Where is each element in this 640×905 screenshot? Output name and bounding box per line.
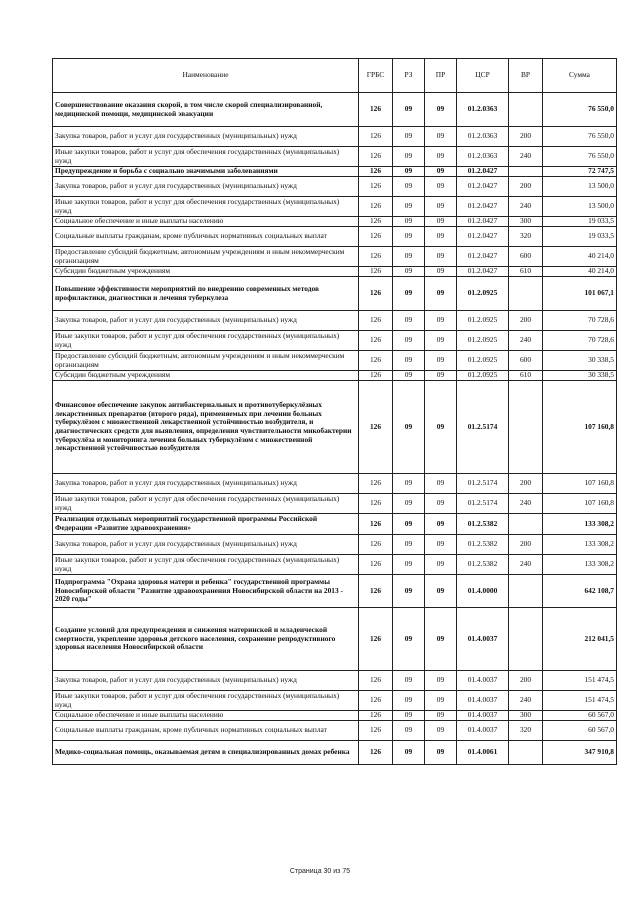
header-rz: РЗ <box>393 59 425 93</box>
cell-name: Финансовое обеспечение закупок антибактериальных и противотуберкулёзных лекарственных препаратов (второго ряда), применяемых при лечении больных туберкулёзом с множественной лекарственной устойчивостью возбудителя, и диагностических средств для выявления, определения чувствительности микобактерии туберкулёза и мониторинга лечения больных туберкулёзом с множественной лекарственной устойчивостью возбудителя <box>53 381 359 474</box>
cell-vr <box>509 381 543 474</box>
cell-vr: 200 <box>509 311 543 331</box>
cell-vr: 240 <box>509 494 543 514</box>
cell-csr: 01.2.0427 <box>457 217 509 227</box>
cell-vr: 200 <box>509 177 543 197</box>
cell-pr: 09 <box>425 351 457 371</box>
cell-pr: 09 <box>425 177 457 197</box>
cell-csr: 01.2.5382 <box>457 535 509 555</box>
cell-name: Субсидии бюджетным учреждениям <box>53 267 359 277</box>
table-row <box>53 311 617 331</box>
cell-csr: 01.2.5174 <box>457 494 509 514</box>
cell-sum: 70 728,6 <box>543 331 617 351</box>
cell-rz: 09 <box>393 608 425 671</box>
cell-pr: 09 <box>425 93 457 127</box>
cell-csr: 01.4.0037 <box>457 671 509 691</box>
cell-name: Социальные выплаты гражданам, кроме публичных нормативных социальных выплат <box>53 227 359 247</box>
cell-csr: 01.4.0037 <box>457 608 509 671</box>
cell-csr: 01.4.0000 <box>457 575 509 608</box>
table-row <box>53 721 617 741</box>
cell-grbs: 126 <box>359 741 393 765</box>
cell-rz: 09 <box>393 311 425 331</box>
table-row <box>53 127 617 147</box>
cell-pr: 09 <box>425 514 457 535</box>
cell-rz: 09 <box>393 555 425 575</box>
cell-vr: 200 <box>509 535 543 555</box>
table-row <box>53 474 617 494</box>
cell-name: Иные закупки товаров, работ и услуг для обеспечения государственных (муниципальных) нужд <box>53 555 359 575</box>
cell-csr: 01.2.0427 <box>457 177 509 197</box>
table-row <box>53 167 617 177</box>
cell-csr: 01.2.0427 <box>457 227 509 247</box>
cell-sum: 60 567,0 <box>543 711 617 721</box>
cell-vr <box>509 514 543 535</box>
cell-vr: 240 <box>509 691 543 711</box>
cell-rz: 09 <box>393 127 425 147</box>
cell-vr: 600 <box>509 247 543 267</box>
cell-grbs: 126 <box>359 608 393 671</box>
cell-csr: 01.2.0925 <box>457 277 509 311</box>
cell-rz: 09 <box>393 691 425 711</box>
cell-grbs: 126 <box>359 381 393 474</box>
cell-csr: 01.2.5174 <box>457 474 509 494</box>
cell-vr: 240 <box>509 555 543 575</box>
cell-pr: 09 <box>425 711 457 721</box>
table-row <box>53 351 617 371</box>
table-header-row <box>53 59 617 93</box>
cell-rz: 09 <box>393 494 425 514</box>
cell-sum: 133 308,2 <box>543 535 617 555</box>
cell-sum: 13 500,0 <box>543 177 617 197</box>
cell-grbs: 126 <box>359 371 393 381</box>
cell-grbs: 126 <box>359 474 393 494</box>
cell-grbs: 126 <box>359 127 393 147</box>
cell-grbs: 126 <box>359 514 393 535</box>
cell-grbs: 126 <box>359 721 393 741</box>
cell-rz: 09 <box>393 535 425 555</box>
cell-name: Закупка товаров, работ и услуг для государственных (муниципальных) нужд <box>53 127 359 147</box>
cell-name: Иные закупки товаров, работ и услуг для обеспечения государственных (муниципальных) нужд <box>53 147 359 167</box>
cell-name: Подпрограмма "Охрана здоровья матери и ребенка" государственной программы Новосибирской области "Развитие здравоохранения Новосибирской области на 2013 - 2020 годы" <box>53 575 359 608</box>
cell-csr: 01.4.0037 <box>457 711 509 721</box>
cell-name: Закупка товаров, работ и услуг для государственных (муниципальных) нужд <box>53 474 359 494</box>
cell-name: Предупреждение и борьба с социально значимыми заболеваниями <box>53 167 359 177</box>
cell-pr: 09 <box>425 691 457 711</box>
cell-csr: 01.2.0427 <box>457 267 509 277</box>
table-row <box>53 671 617 691</box>
header-grbs: ГРБС <box>359 59 393 93</box>
table-row <box>53 371 617 381</box>
cell-pr: 09 <box>425 608 457 671</box>
cell-csr: 01.2.0925 <box>457 331 509 351</box>
cell-pr: 09 <box>425 741 457 765</box>
table-row <box>53 494 617 514</box>
cell-grbs: 126 <box>359 331 393 351</box>
table-row <box>53 575 617 608</box>
cell-vr: 320 <box>509 721 543 741</box>
cell-grbs: 126 <box>359 277 393 311</box>
cell-vr: 200 <box>509 671 543 691</box>
header-name: Наименование <box>53 59 359 93</box>
cell-pr: 09 <box>425 227 457 247</box>
cell-csr: 01.2.0427 <box>457 247 509 267</box>
cell-vr <box>509 277 543 311</box>
cell-pr: 09 <box>425 721 457 741</box>
cell-grbs: 126 <box>359 671 393 691</box>
cell-rz: 09 <box>393 741 425 765</box>
cell-pr: 09 <box>425 371 457 381</box>
cell-grbs: 126 <box>359 555 393 575</box>
table-row <box>53 381 617 474</box>
header-csr: ЦСР <box>457 59 509 93</box>
cell-grbs: 126 <box>359 247 393 267</box>
cell-vr: 600 <box>509 351 543 371</box>
cell-name: Социальное обеспечение и иные выплаты населению <box>53 711 359 721</box>
cell-name: Совершенствование оказания скорой, в том числе скорой специализированной, медицинской помощи, медицинской эвакуации <box>53 93 359 127</box>
cell-sum: 30 338,5 <box>543 351 617 371</box>
table-row <box>53 227 617 247</box>
cell-grbs: 126 <box>359 93 393 127</box>
cell-vr <box>509 741 543 765</box>
cell-grbs: 126 <box>359 711 393 721</box>
cell-vr: 320 <box>509 227 543 247</box>
cell-name: Субсидии бюджетным учреждениям <box>53 371 359 381</box>
cell-rz: 09 <box>393 197 425 217</box>
page-number: Страница 30 из 75 <box>289 868 351 875</box>
header-sum: Сумма <box>543 59 617 93</box>
cell-pr: 09 <box>425 247 457 267</box>
cell-rz: 09 <box>393 371 425 381</box>
cell-rz: 09 <box>393 167 425 177</box>
table-row <box>53 267 617 277</box>
header-pr: ПР <box>425 59 457 93</box>
table-row <box>53 247 617 267</box>
table-row <box>53 741 617 765</box>
cell-sum: 19 033,5 <box>543 227 617 247</box>
cell-grbs: 126 <box>359 167 393 177</box>
table-row <box>53 555 617 575</box>
cell-sum: 19 033,5 <box>543 217 617 227</box>
cell-vr: 200 <box>509 127 543 147</box>
cell-csr: 01.2.0925 <box>457 351 509 371</box>
cell-name: Иные закупки товаров, работ и услуг для обеспечения государственных (муниципальных) нужд <box>53 331 359 351</box>
cell-name: Повышение эффективности мероприятий по внедрению современных методов профилактики, диагностики и лечения туберкулеза <box>53 277 359 311</box>
cell-name: Социальное обеспечение и иные выплаты населению <box>53 217 359 227</box>
cell-pr: 09 <box>425 311 457 331</box>
cell-csr: 01.2.0925 <box>457 371 509 381</box>
cell-rz: 09 <box>393 147 425 167</box>
cell-grbs: 126 <box>359 691 393 711</box>
cell-grbs: 126 <box>359 217 393 227</box>
cell-csr: 01.4.0061 <box>457 741 509 765</box>
cell-name: Закупка товаров, работ и услуг для государственных (муниципальных) нужд <box>53 177 359 197</box>
cell-vr: 610 <box>509 371 543 381</box>
table-row <box>53 197 617 217</box>
cell-rz: 09 <box>393 331 425 351</box>
cell-csr: 01.2.5174 <box>457 381 509 474</box>
cell-vr <box>509 167 543 177</box>
cell-name: Медико-социальная помощь, оказываемая детям в специализированных домах ребенка <box>53 741 359 765</box>
cell-rz: 09 <box>393 351 425 371</box>
cell-rz: 09 <box>393 93 425 127</box>
budget-table <box>52 58 617 765</box>
cell-rz: 09 <box>393 711 425 721</box>
table-row <box>53 277 617 311</box>
cell-name: Иные закупки товаров, работ и услуг для обеспечения государственных (муниципальных) нужд <box>53 691 359 711</box>
cell-pr: 09 <box>425 267 457 277</box>
cell-vr: 240 <box>509 331 543 351</box>
cell-rz: 09 <box>393 514 425 535</box>
cell-pr: 09 <box>425 535 457 555</box>
cell-pr: 09 <box>425 474 457 494</box>
cell-sum: 76 550,0 <box>543 127 617 147</box>
cell-csr: 01.2.0363 <box>457 93 509 127</box>
cell-name: Предоставление субсидий бюджетным, автономным учреждениям и иным некоммерческим организациям <box>53 247 359 267</box>
cell-sum: 151 474,5 <box>543 671 617 691</box>
cell-grbs: 126 <box>359 575 393 608</box>
cell-vr: 300 <box>509 711 543 721</box>
cell-sum: 133 308,2 <box>543 555 617 575</box>
cell-sum: 107 160,8 <box>543 494 617 514</box>
table-row <box>53 331 617 351</box>
cell-name: Закупка товаров, работ и услуг для государственных (муниципальных) нужд <box>53 671 359 691</box>
cell-pr: 09 <box>425 575 457 608</box>
cell-name: Иные закупки товаров, работ и услуг для обеспечения государственных (муниципальных) нужд <box>53 494 359 514</box>
cell-vr <box>509 608 543 671</box>
cell-rz: 09 <box>393 671 425 691</box>
cell-pr: 09 <box>425 555 457 575</box>
cell-name: Закупка товаров, работ и услуг для государственных (муниципальных) нужд <box>53 311 359 331</box>
cell-pr: 09 <box>425 127 457 147</box>
cell-sum: 13 500,0 <box>543 197 617 217</box>
table-row <box>53 711 617 721</box>
cell-vr: 240 <box>509 197 543 217</box>
cell-name: Предоставление субсидий бюджетным, автономным учреждениям и иным некоммерческим организациям <box>53 351 359 371</box>
cell-sum: 76 550,0 <box>543 93 617 127</box>
cell-grbs: 126 <box>359 197 393 217</box>
cell-pr: 09 <box>425 494 457 514</box>
cell-csr: 01.2.5382 <box>457 514 509 535</box>
table-row <box>53 535 617 555</box>
table-body <box>53 93 617 765</box>
cell-csr: 01.4.0037 <box>457 691 509 711</box>
cell-csr: 01.2.0363 <box>457 127 509 147</box>
cell-vr <box>509 575 543 608</box>
cell-pr: 09 <box>425 217 457 227</box>
cell-pr: 09 <box>425 147 457 167</box>
cell-grbs: 126 <box>359 177 393 197</box>
cell-rz: 09 <box>393 277 425 311</box>
table-row <box>53 93 617 127</box>
cell-sum: 60 567,0 <box>543 721 617 741</box>
cell-pr: 09 <box>425 167 457 177</box>
cell-rz: 09 <box>393 575 425 608</box>
cell-grbs: 126 <box>359 351 393 371</box>
cell-rz: 09 <box>393 227 425 247</box>
cell-vr <box>509 93 543 127</box>
cell-csr: 01.2.0363 <box>457 147 509 167</box>
cell-sum: 76 550,0 <box>543 147 617 167</box>
cell-rz: 09 <box>393 177 425 197</box>
cell-vr: 610 <box>509 267 543 277</box>
cell-sum: 133 308,2 <box>543 514 617 535</box>
cell-name: Иные закупки товаров, работ и услуг для обеспечения государственных (муниципальных) нужд <box>53 197 359 217</box>
cell-name: Реализация отдельных мероприятий государственной программы Российской Федерации «Развитие здравоохранения» <box>53 514 359 535</box>
cell-sum: 40 214,0 <box>543 247 617 267</box>
cell-grbs: 126 <box>359 535 393 555</box>
cell-vr: 240 <box>509 147 543 167</box>
cell-grbs: 126 <box>359 311 393 331</box>
cell-sum: 107 160,8 <box>543 381 617 474</box>
cell-sum: 72 747,5 <box>543 167 617 177</box>
cell-rz: 09 <box>393 247 425 267</box>
cell-name: Закупка товаров, работ и услуг для государственных (муниципальных) нужд <box>53 535 359 555</box>
cell-pr: 09 <box>425 671 457 691</box>
cell-pr: 09 <box>425 331 457 351</box>
cell-sum: 30 338,5 <box>543 371 617 381</box>
cell-csr: 01.2.5382 <box>457 555 509 575</box>
cell-name: Создание условий для предупреждения и снижения материнской и младенческой смертности, укрепление здоровья детского населения, сохранение репродуктивного здоровья населения Новосибирской области <box>53 608 359 671</box>
cell-csr: 01.2.0925 <box>457 311 509 331</box>
cell-sum: 212 041,5 <box>543 608 617 671</box>
cell-grbs: 126 <box>359 494 393 514</box>
header-vr: ВР <box>509 59 543 93</box>
cell-csr: 01.2.0427 <box>457 167 509 177</box>
cell-sum: 70 728,6 <box>543 311 617 331</box>
table-row <box>53 691 617 711</box>
table-row <box>53 514 617 535</box>
cell-vr: 300 <box>509 217 543 227</box>
cell-sum: 347 910,8 <box>543 741 617 765</box>
cell-sum: 107 160,8 <box>543 474 617 494</box>
cell-sum: 101 067,1 <box>543 277 617 311</box>
cell-rz: 09 <box>393 474 425 494</box>
cell-name: Социальные выплаты гражданам, кроме публичных нормативных социальных выплат <box>53 721 359 741</box>
cell-csr: 01.2.0427 <box>457 197 509 217</box>
table-row <box>53 608 617 671</box>
cell-sum: 151 474,5 <box>543 691 617 711</box>
cell-vr: 200 <box>509 474 543 494</box>
cell-rz: 09 <box>393 267 425 277</box>
table-row <box>53 217 617 227</box>
table-row <box>53 147 617 167</box>
cell-csr: 01.4.0037 <box>457 721 509 741</box>
cell-grbs: 126 <box>359 147 393 167</box>
cell-pr: 09 <box>425 381 457 474</box>
cell-pr: 09 <box>425 277 457 311</box>
cell-grbs: 126 <box>359 227 393 247</box>
cell-sum: 40 214,0 <box>543 267 617 277</box>
cell-pr: 09 <box>425 197 457 217</box>
table-row <box>53 177 617 197</box>
cell-sum: 642 108,7 <box>543 575 617 608</box>
cell-grbs: 126 <box>359 267 393 277</box>
cell-rz: 09 <box>393 721 425 741</box>
cell-rz: 09 <box>393 381 425 474</box>
cell-rz: 09 <box>393 217 425 227</box>
